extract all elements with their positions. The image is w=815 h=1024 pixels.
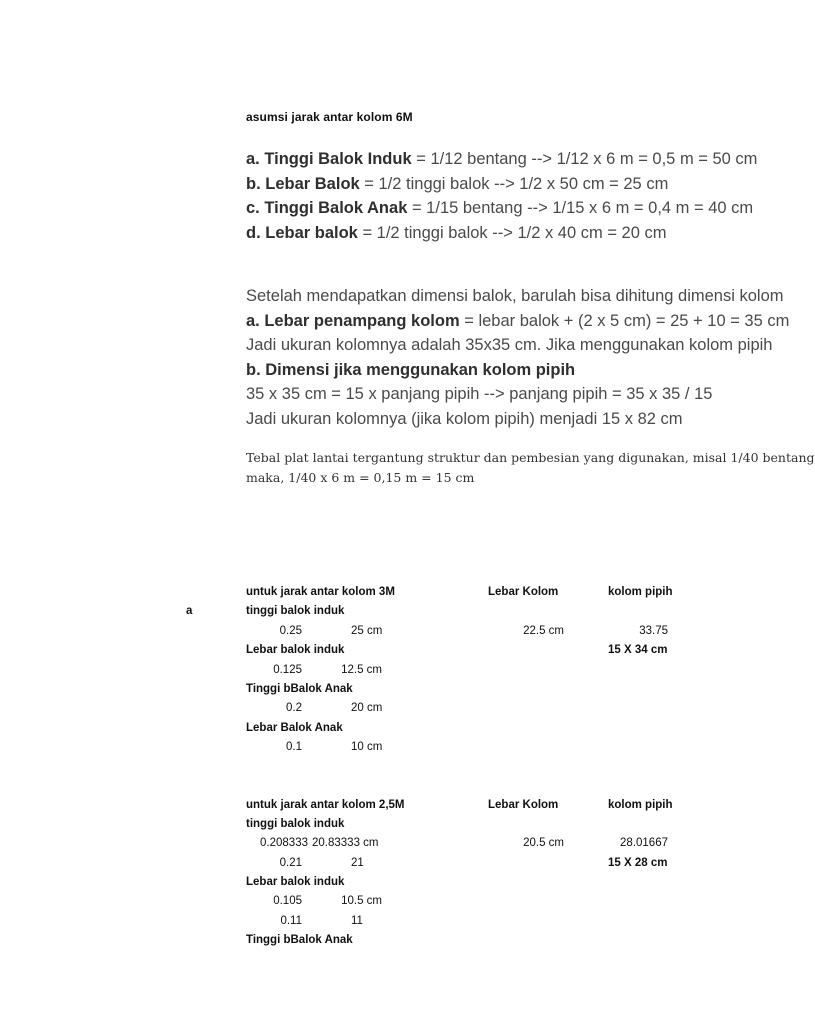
table-2-5m-header-lebar: Lebar Kolom bbox=[488, 799, 559, 811]
column-intro: Setelah mendapatkan dimensi balok, barulah bisa dihitung dimensi kolom bbox=[246, 287, 784, 305]
table-3m-row1-pipih: 33.75 bbox=[639, 625, 668, 637]
table-3m-row4-cm: 10 cm bbox=[351, 741, 383, 753]
beam-line-d-label: d. Lebar balok bbox=[246, 223, 358, 242]
table-3m-header-pipih: kolom pipih bbox=[608, 586, 673, 598]
beam-line-b-text: = 1/2 tinggi balok --> 1/2 x 50 cm = 25 cm bbox=[364, 174, 669, 193]
beam-line-c-text: = 1/15 bentang --> 1/15 x 6 m = 0,4 m = 40 cm bbox=[407, 199, 754, 217]
table-2-5m-row1-label: tinggi balok induk bbox=[246, 818, 345, 830]
table-2-5m-row1-lebar: 20.5 cm bbox=[523, 837, 564, 849]
plate-note bbox=[246, 448, 815, 488]
table-2-5m-row2-rounded: 21 bbox=[351, 857, 364, 869]
table-2-5m-title: untuk jarak antar kolom 2,5M bbox=[246, 799, 405, 811]
beam-dimension-list bbox=[246, 147, 758, 245]
table-3m-title: untuk jarak antar kolom 3M bbox=[246, 586, 395, 598]
beam-line-a-label: a. Tinggi Balok Induk bbox=[246, 150, 412, 168]
column-line-2: Jadi ukuran kolomnya adalah 35x35 cm. Jika menggunakan kolom pipih bbox=[246, 336, 773, 354]
table-3m-row3-value: 0.2 bbox=[286, 702, 302, 714]
beam-line-d-text: = 1/2 tinggi balok --> 1/2 x 40 cm = 20 cm bbox=[357, 223, 667, 242]
table-3m-row1-label: tinggi balok induk bbox=[246, 605, 345, 617]
beam-line-c bbox=[246, 196, 754, 221]
table-3m-row3-cm: 20 cm bbox=[351, 702, 383, 714]
beam-line-c-label: c. Tinggi Balok Anak bbox=[246, 199, 408, 217]
table-2-5m-row3-value: 0.105 bbox=[273, 895, 302, 907]
table-3m-header-lebar: Lebar Kolom bbox=[488, 586, 559, 598]
column-dimension-section bbox=[246, 284, 790, 431]
table-2-5m-row5-label: Tinggi bBalok Anak bbox=[246, 934, 353, 946]
column-line-a-text: = lebar balok + (2 x 5 cm) = 25 + 10 = 35 cm bbox=[459, 311, 790, 330]
table-3m-row1-cm: 25 cm bbox=[351, 625, 383, 637]
column-line-b-label: b. Dimensi jika menggunakan kolom pipih bbox=[246, 360, 576, 379]
table-3m-row4-label: Lebar Balok Anak bbox=[246, 722, 343, 734]
section-marker: a bbox=[186, 605, 193, 617]
beam-line-b-label: b. Lebar Balok bbox=[246, 174, 365, 193]
column-line-b bbox=[246, 358, 668, 383]
table-3m-row2-cm: 12.5 cm bbox=[341, 664, 382, 676]
table-2-5m-row1-cm: 20.83333 cm bbox=[312, 837, 379, 849]
beam-line-d bbox=[246, 221, 668, 246]
column-line-3: 35 x 35 cm = 15 x panjang pipih --> panjang pipih = 35 x 35 / 15 bbox=[246, 385, 713, 403]
assumption-heading: asumsi jarak antar kolom 6M bbox=[246, 110, 413, 124]
table-3m-row2-label: Lebar balok induk bbox=[246, 644, 345, 656]
table-2-5m-row3-cm: 10.5 cm bbox=[341, 895, 382, 907]
plate-note-line-1: Tebal plat lantai tergantung struktur dan pembesian yang digunakan, misal 1/40 bentang bbox=[246, 450, 815, 465]
column-line-4: Jadi ukuran kolomnya (jika kolom pipih) menjadi 15 x 82 cm bbox=[246, 409, 683, 428]
table-3m-row1-lebar: 22.5 cm bbox=[523, 625, 564, 637]
table-3m-row3-label: Tinggi bBalok Anak bbox=[246, 683, 353, 695]
beam-line-a-text: = 1/12 bentang --> 1/12 x 6 m = 0,5 m = 50 cm bbox=[411, 150, 758, 168]
beam-line-b bbox=[246, 172, 668, 197]
column-line-a-label: a. Lebar penampang kolom bbox=[246, 311, 460, 330]
column-line-a bbox=[246, 309, 790, 334]
beam-line-a bbox=[246, 147, 758, 172]
table-2-5m-row3-label: Lebar balok induk bbox=[246, 876, 345, 888]
table-2-5m-row4-rounded: 11 bbox=[351, 915, 363, 927]
table-2-5m-header-pipih: kolom pipih bbox=[608, 799, 673, 811]
plate-note-line-2: maka, 1/40 x 6 m = 0,15 m = 15 cm bbox=[246, 470, 475, 485]
table-2-5m-row1-pipih: 28.01667 bbox=[620, 837, 668, 849]
table-2-5m-row1-value: 0.208333 bbox=[260, 837, 308, 849]
table-3m-row1-value: 0.25 bbox=[279, 625, 302, 637]
table-2-5m-row2-value: 0.21 bbox=[279, 857, 302, 869]
table-3m-row2-value: 0.125 bbox=[273, 664, 302, 676]
table-2-5m-row4-value: 0.11 bbox=[280, 915, 302, 927]
table-2-5m-row2-pipih: 15 X 28 cm bbox=[608, 857, 668, 869]
table-3m-row2-pipih: 15 X 34 cm bbox=[608, 644, 668, 656]
table-3m-row4-value: 0.1 bbox=[286, 741, 302, 753]
